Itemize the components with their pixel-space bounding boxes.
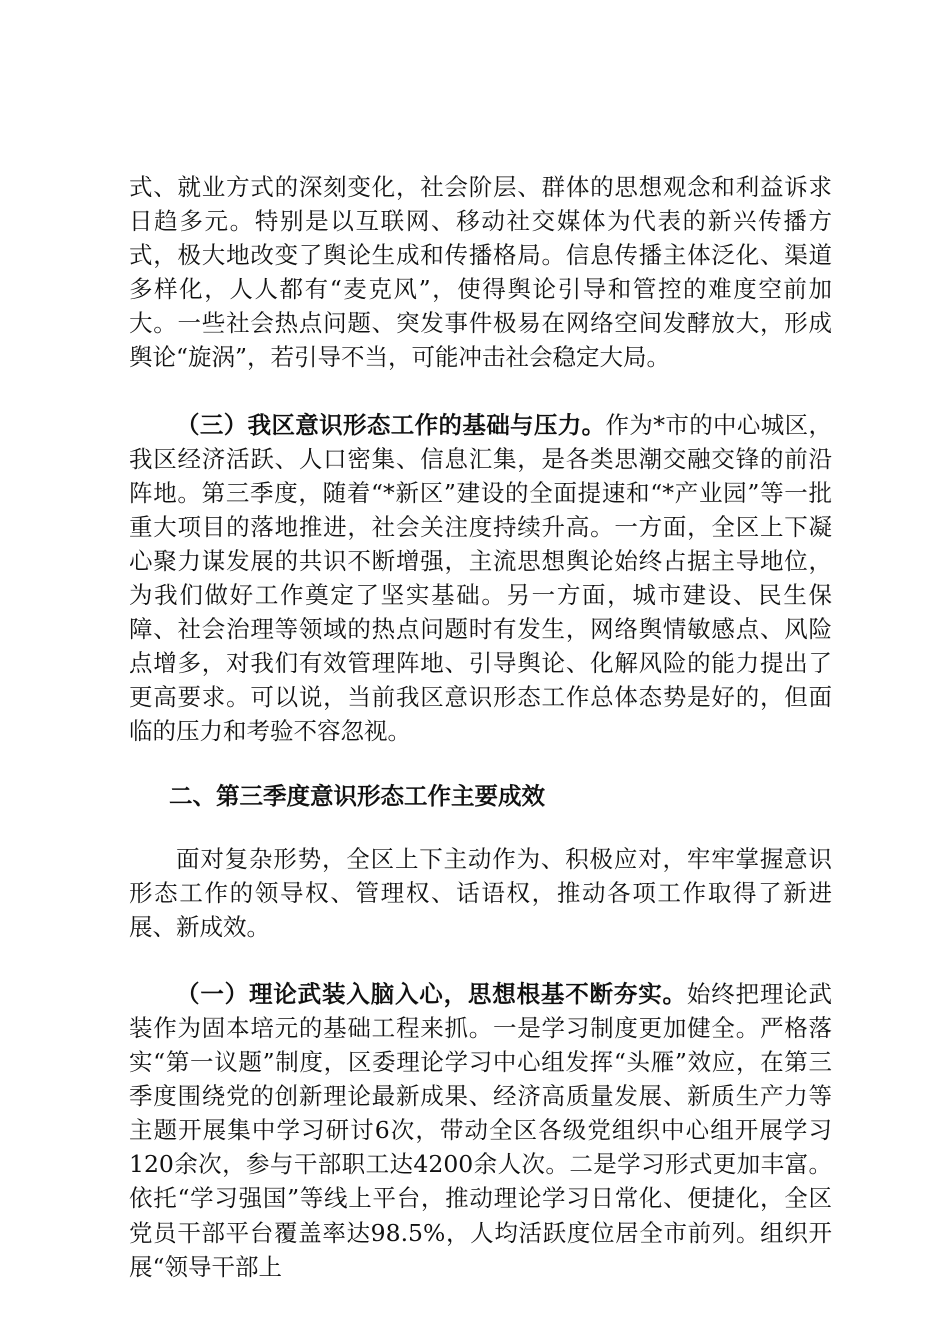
paragraph-body: 作为*市的中心城区，我区经济活跃、人口密集、信息汇集，是各类思潮交融交锋的前沿阵地。第三季度，随着“*新区”建设的全面提速和“*产业园”等一批重大项目的落地推进，社会关注度持续升高。一方面，全区上下凝心聚力谋发展的共识不断增强，主流思想舆论始终占据主导地位，为我们做好工作奠定了坚实基础。另一方面，城市建设、民生保障、社会治理等领域的热点问题时有发生，网络舆情敏感点、风险点增多，对我们有效管理阵地、引导舆论、化解风险的能力提出了更高要求。可以说，当前我区意识形态工作总体态势是好的，但面临的压力和考验不容忽视。 <box>129 410 832 746</box>
paragraph-body: 始终把理论武装作为固本培元的基础工程来抓。一是学习制度更加健全。严格落实“第一议题”制度，区委理论学习中心组发挥“头雁”效应，在第三季度围绕党的创新理论最新成果、经济高质量发展、新质生产力等主题开展集中学习研讨6次，带动全区各级党组织中心组开展学习120余次，参与干部职工达4200余人次。二是学习形式更加丰富。依托“学习强国”等线上平台，推动理论学习日常化、便捷化，全区党员干部平台覆盖率达98.5%，人均活跃度位居全市前列。组织开展“领导干部上 <box>129 979 833 1281</box>
paragraph-intro-results: 面对复杂形势，全区上下主动作为、积极应对，牢牢掌握意识形态工作的领导权、管理权、话语权，推动各项工作取得了新进展、新成效。 <box>129 844 832 941</box>
section-heading-two: 二、第三季度意识形态工作主要成效 <box>169 781 545 810</box>
paragraph-social-change: 式、就业方式的深刻变化，社会阶层、群体的思想观念和利益诉求日趋多元。特别是以互联网、移动社交媒体为代表的新兴传播方式，极大地改变了舆论生成和传播格局。信息传播主体泛化、渠道多样化，人人都有“麦克风”，使得舆论引导和管控的难度空前加大。一些社会热点问题、突发事件极易在网络空间发酵放大，形成舆论“旋涡”，若引导不当，可能冲击社会稳定大局。 <box>129 173 832 372</box>
section-lead-one: （一）理论武装入脑入心，思想根基不断夯实。 <box>176 979 687 1008</box>
paragraph-district-foundation <box>129 408 832 749</box>
section-lead-three: （三）我区意识形态工作的基础与压力。 <box>176 410 606 439</box>
paragraph-theory-arming <box>129 977 832 1284</box>
document-page <box>129 170 832 1284</box>
